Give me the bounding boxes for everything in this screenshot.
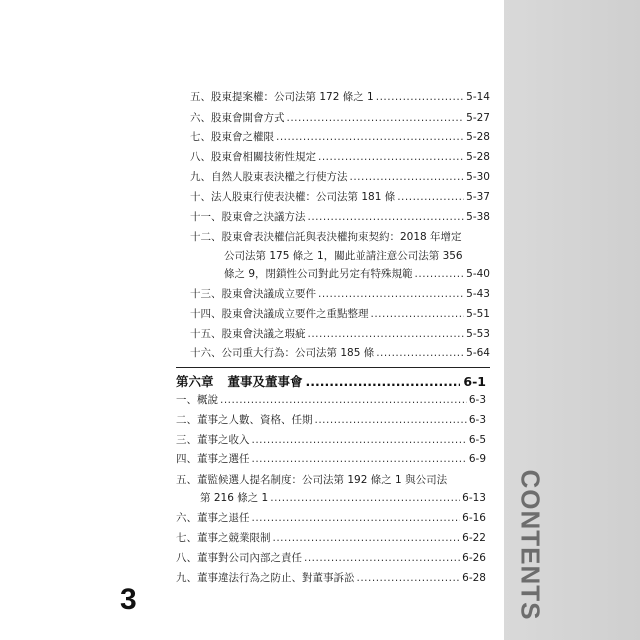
toc-entry-page: 6-28 bbox=[462, 572, 486, 584]
leader-dots bbox=[306, 374, 461, 389]
toc-entry-page: 6-3 bbox=[468, 394, 486, 406]
toc-entry-page: 6-16 bbox=[462, 512, 486, 524]
toc-entry-label: 九、董事違法行為之防止、對董事訴訟 bbox=[176, 572, 355, 584]
leader-dots bbox=[287, 111, 465, 125]
toc-entry bbox=[190, 130, 490, 144]
toc-entry-label: 第 216 條之 1 bbox=[200, 492, 269, 504]
leader-dots bbox=[415, 267, 465, 281]
toc-entry-label: 四、董事之選任 bbox=[176, 453, 250, 465]
leader-dots bbox=[252, 511, 461, 525]
leader-dots bbox=[318, 287, 464, 301]
toc-entry-label: 十三、股東會決議成立要件 bbox=[190, 288, 316, 300]
toc-entry-label: 七、股東會之權限 bbox=[190, 131, 274, 143]
chapter-heading bbox=[176, 372, 486, 390]
leader-dots bbox=[304, 551, 460, 565]
toc-entry-label: 十四、股東會決議成立要件之重點整理 bbox=[190, 308, 369, 320]
leader-dots bbox=[397, 190, 464, 204]
toc-entry bbox=[176, 531, 486, 545]
leader-dots bbox=[252, 452, 467, 466]
toc-entry-label: 三、董事之收入 bbox=[176, 434, 250, 446]
toc-entry-page: 6-3 bbox=[468, 414, 486, 426]
toc-entry-page: 6-5 bbox=[468, 434, 486, 446]
toc-entry bbox=[176, 413, 486, 427]
toc-entry bbox=[176, 551, 486, 565]
toc-entry-label: 八、董事對公司內部之責任 bbox=[176, 552, 302, 564]
toc-entry-line: 公司法第 175 條之 1，關此並請注意公司法第 356 bbox=[224, 250, 463, 262]
toc-entry-page: 5-51 bbox=[466, 308, 490, 320]
toc-entry bbox=[200, 491, 486, 505]
toc-entry-page: 5-28 bbox=[466, 151, 490, 163]
leader-dots bbox=[318, 150, 464, 164]
toc-entry bbox=[176, 452, 486, 466]
leader-dots bbox=[315, 413, 467, 427]
toc-entry-label: 一、概說 bbox=[176, 394, 218, 406]
leader-dots bbox=[376, 346, 464, 360]
toc-entry bbox=[176, 571, 486, 585]
toc-entry-page: 6-9 bbox=[468, 453, 486, 465]
toc-entry-label: 十五、股東會決議之瑕疵 bbox=[190, 328, 306, 340]
toc-entry-label: 十六、公司重大行為：公司法第 185 條 bbox=[190, 347, 375, 359]
toc-entry-label: 六、股東會開會方式 bbox=[190, 112, 285, 124]
toc-entry-page: 5-38 bbox=[466, 211, 490, 223]
toc-entry-page: 5-53 bbox=[466, 328, 490, 340]
toc-entry bbox=[190, 190, 490, 204]
chapter-title: 董事及董事會 bbox=[227, 374, 303, 389]
leader-dots bbox=[376, 90, 464, 104]
chapter-number: 第六章 bbox=[176, 374, 214, 389]
toc-entry-page: 5-30 bbox=[466, 171, 490, 183]
toc-entry-label: 九、自然人股東表決權之行使方法 bbox=[190, 171, 348, 183]
toc-entry-page: 5-14 bbox=[466, 91, 490, 103]
toc-entry bbox=[190, 307, 490, 321]
leader-dots bbox=[252, 433, 467, 447]
toc-entry bbox=[190, 111, 490, 125]
toc-entry-page: 6-13 bbox=[462, 492, 486, 504]
toc-entry-page: 5-27 bbox=[466, 112, 490, 124]
leader-dots bbox=[371, 307, 465, 321]
toc-entry bbox=[176, 393, 486, 407]
toc-entry-line: 十二、股東會表決權信託與表決權拘束契約：2018 年增定 bbox=[190, 231, 462, 243]
toc-entry bbox=[190, 346, 490, 360]
contents-side-label: CONTENTS bbox=[515, 469, 546, 621]
toc-entry bbox=[176, 511, 486, 525]
leader-dots bbox=[220, 393, 467, 407]
toc-entry-label: 十一、股東會之決議方法 bbox=[190, 211, 306, 223]
toc-entry bbox=[190, 287, 490, 301]
leader-dots bbox=[308, 327, 465, 341]
toc-entry-page: 5-28 bbox=[466, 131, 490, 143]
leader-dots bbox=[308, 210, 465, 224]
page-number: 3 bbox=[120, 583, 137, 616]
toc-entry-label: 六、董事之退任 bbox=[176, 512, 250, 524]
toc-entry bbox=[176, 433, 486, 447]
toc-entry bbox=[190, 90, 490, 104]
leader-dots bbox=[270, 491, 460, 505]
toc-entry-label: 五、股東提案權：公司法第 172 條之 1 bbox=[190, 91, 374, 103]
toc-entry-label: 二、董事之人數、資格、任期 bbox=[176, 414, 313, 426]
leader-dots bbox=[273, 531, 461, 545]
toc-entry bbox=[190, 210, 490, 224]
chapter-page: 6-1 bbox=[463, 374, 486, 389]
toc-entry-label: 八、股東會相關技術性規定 bbox=[190, 151, 316, 163]
toc-entry-label: 七、董事之競業限制 bbox=[176, 532, 271, 544]
toc-entry-line: 五、董監候選人提名制度：公司法第 192 條之 1 與公司法 bbox=[176, 474, 448, 486]
toc-entry-label: 十、法人股東行使表決權：公司法第 181 條 bbox=[190, 191, 396, 203]
toc-entry bbox=[190, 150, 490, 164]
toc-entry-page: 5-43 bbox=[466, 288, 490, 300]
leader-dots bbox=[276, 130, 464, 144]
section-divider bbox=[176, 367, 490, 368]
toc-entry-label: 條之 9，閉鎖性公司對此另定有特殊規範 bbox=[224, 268, 413, 280]
toc-entry bbox=[224, 267, 490, 281]
toc-entry bbox=[190, 327, 490, 341]
leader-dots bbox=[357, 571, 461, 585]
toc-entry-page: 6-26 bbox=[462, 552, 486, 564]
toc-entry-page: 5-40 bbox=[466, 268, 490, 280]
toc-entry bbox=[190, 170, 490, 184]
toc-entry-page: 5-37 bbox=[466, 191, 490, 203]
toc-entry-page: 5-64 bbox=[466, 347, 490, 359]
toc-entry-page: 6-22 bbox=[462, 532, 486, 544]
leader-dots bbox=[350, 170, 465, 184]
